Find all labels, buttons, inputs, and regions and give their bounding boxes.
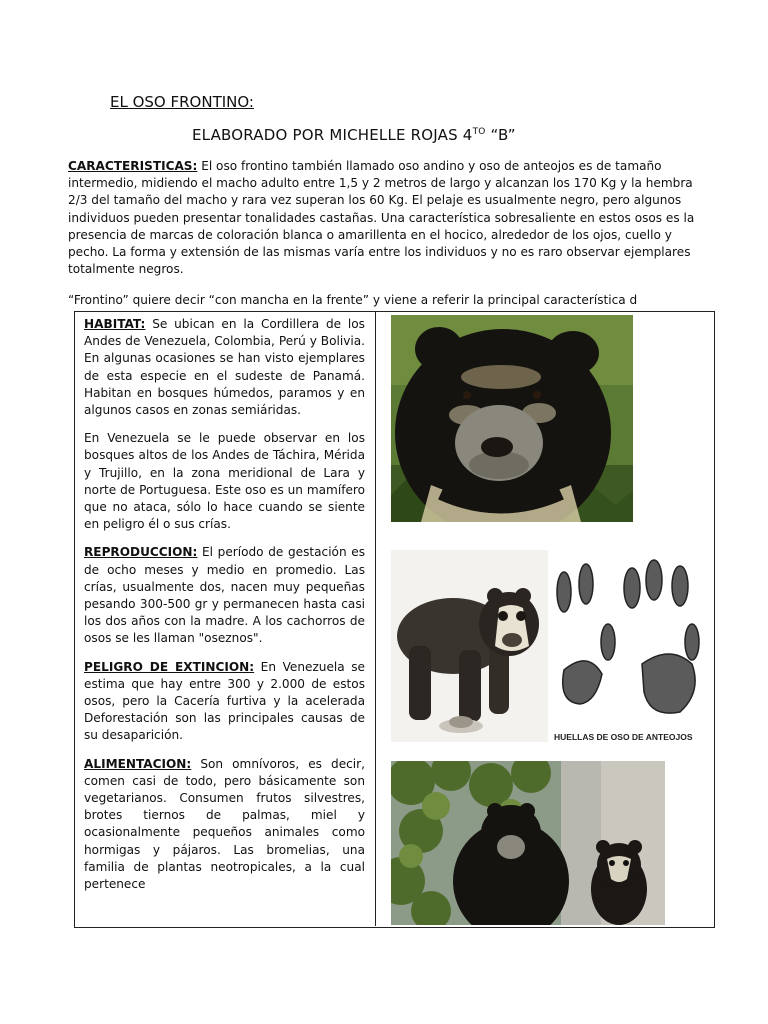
peligro-heading: PELIGRO DE EXTINCION:	[84, 659, 255, 674]
peligro-paragraph	[84, 659, 365, 745]
habitat-body: Se ubican en la Cordillera de los Andes de Venezuela, Colombia, Perú y Bolivia. En algunas ocasiones se han visto ejemplares de esta especie en el sudeste de Panamá. Habitan en bosques húmedos, paramos y en algunos casos en zonas semiáridas.	[84, 317, 365, 418]
habitat-paragraph	[84, 316, 365, 419]
reproduccion-body: El período de gestación es de ocho meses y medio en promedio. Las crías, usualmente dos, nacen muy pequeñas pesando 300-500 gr y permanecen hasta casi los dos años con la madre. A los cachorros de osos se les llaman "oseznos".	[84, 545, 365, 646]
bear-and-cub-photo	[391, 761, 665, 925]
caracteristicas-body: El oso frontino también llamado oso andino y oso de anteojos es de tamaño intermedio, midiendo el macho adulto entre 1,5 y 2 metros de largo y alcanzan los 170 Kg y la hembra 2/3 del tamaño del macho y rara vez superan los 60 Kg. El pelaje es usualmente negro, pero algunos individuos pueden presentar tonalidades castañas. Una característica sobresaliente en estos osos es la presencia de marcas de coloración blanca o amarillenta en el hocico, alrededor de los ojos, cuello y pecho. La forma y extensión de las mismas varía entre los individuos y no es raro observar ejemplares totalmente negros.	[68, 159, 695, 277]
caracteristicas-heading: CARACTERISTICAS:	[68, 159, 198, 173]
author-byline	[192, 126, 516, 144]
alimentacion-heading: ALIMENTACION:	[84, 756, 192, 771]
footprints-image	[552, 552, 702, 748]
bear-face-photo	[391, 315, 633, 522]
reproduccion-heading: REPRODUCCION:	[84, 545, 198, 560]
standing-bear-photo	[391, 550, 548, 742]
text-box	[75, 312, 376, 926]
document-title: EL OSO FRONTINO:	[110, 93, 254, 111]
byline-superscript: TO	[472, 127, 486, 137]
habitat-heading: HABITAT:	[84, 317, 146, 331]
peligro-body: En Venezuela se estima que hay entre 300 y 2.000 de estos osos, pero la Cacería furtiva y la acelerada Deforestación son las principales causas de su desaparición.	[84, 659, 365, 743]
reproduccion-paragraph	[84, 544, 365, 647]
byline-text: ELABORADO POR MICHELLE ROJAS 4	[192, 126, 473, 144]
alimentacion-paragraph	[84, 756, 365, 894]
caracteristicas-paragraph	[68, 158, 704, 278]
byline-grade: “B”	[485, 126, 516, 144]
venezuela-paragraph: En Venezuela se le puede observar en los bosques altos de los Andes de Táchira, Mérida y Trujillo, en la zona meridional de Lara y norte de Portuguesa. Este oso es un mamífero que no ataca, sólo lo hace cuando se siente en peligro él o sus crías.	[84, 431, 365, 532]
frontino-paragraph: “Frontino” quiere decir “con mancha en la frente” y viene a referir la principal característica d	[68, 293, 638, 307]
alimentacion-body: Son omnívoros, es decir, comen casi de todo, pero básicamente son vegetarianos. Consumen frutos silvestres, brotes tiernos de palmas, miel y ocasionalmente pequeños animales como hormigas y pájaros. Las bromelias, una familia de plantas neotropicales, a la cual pertenece	[84, 756, 365, 892]
tracks-caption: HUELLAS DE OSO DE ANTEOJOS	[554, 732, 693, 742]
